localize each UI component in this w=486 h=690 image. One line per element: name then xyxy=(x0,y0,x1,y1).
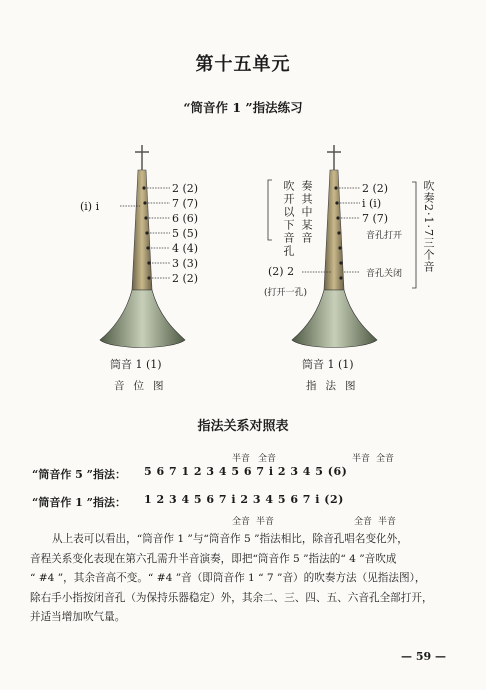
left-top-hole-label: (i) i xyxy=(80,200,100,213)
side-text-col: 奏其中某音 xyxy=(300,180,313,245)
right-bracket-note: 吹奏2·1·7三个音 xyxy=(422,180,435,273)
pitch-position-figure xyxy=(60,140,240,400)
hole-note: 7 (7) xyxy=(172,197,199,210)
left-note-sublabel: (打开一孔) xyxy=(264,288,308,298)
hole-note: 2 (2) xyxy=(172,272,199,285)
paragraph-line: 除右手小指按闭音孔（为保持乐器稳定）外，其余二、三、四、五、六音孔全部打开， xyxy=(30,591,433,604)
holes-closed-label: 音孔关闭 xyxy=(366,269,403,279)
paragraph-line: 音程关系变化表现在第六孔需升半音演奏，即把“筒音作 5 ”指法的“ 4 ”音吹成 xyxy=(30,552,397,565)
hole-note: i (i) xyxy=(362,197,382,210)
hole-note: 7 (7) xyxy=(362,212,389,225)
row1-label: “筒音作 5 ”指法： xyxy=(32,468,126,481)
row2-interval-mark: 全音 xyxy=(232,517,251,527)
hole-note: 6 (6) xyxy=(172,212,199,225)
open-hole-notes xyxy=(362,181,388,226)
paragraph-line: 并适当增加吹气量。 xyxy=(30,611,126,623)
unit-title: 第十五单元 xyxy=(195,54,291,75)
comparison-title: 指法关系对照表 xyxy=(197,419,289,434)
hole-note: 3 (3) xyxy=(172,257,199,270)
bottom-note-label: 筒音 1 (1) xyxy=(302,358,354,371)
row2-label: “筒音作 1 ”指法： xyxy=(32,496,126,509)
bottom-note-label: 筒音 1 (1) xyxy=(110,358,162,371)
hole-note-labels xyxy=(172,181,198,286)
row1-interval-mark: 全音 xyxy=(258,454,277,464)
side-explanation xyxy=(278,180,312,258)
page-number: — 59 — xyxy=(401,650,446,663)
paragraph-line: 从上表可以看出，“筒音作 1 ”与“筒音作 5 ”指法相比，除音孔唱名变化外， xyxy=(52,533,408,545)
hole-note: 4 (4) xyxy=(172,242,199,255)
left-note-label: (2) 2 xyxy=(268,265,295,278)
hole-note: 2 (2) xyxy=(362,182,389,195)
row1-interval-mark: 半音 xyxy=(352,454,371,464)
row1-notes: 5 6 7 1 2 3 4 5 6 7 i 2 3 4 5 (6) xyxy=(144,465,348,478)
paragraph-line: “ #4 ”，其余音高不变。“ #4 ”音（即筒音作 1 “ 7 ”音）的吹奏方法（见指法图）， xyxy=(30,572,426,584)
row2-interval-mark: 半音 xyxy=(378,517,397,527)
explanation-paragraph xyxy=(30,530,458,628)
fingering-figure xyxy=(262,140,462,400)
exercise-subtitle: “筒音作 1 ”指法练习 xyxy=(183,100,303,115)
row1-interval-mark: 全音 xyxy=(376,454,395,464)
hole-note: 2 (2) xyxy=(172,182,199,195)
figure-caption: 音位图 xyxy=(114,380,173,392)
row2-interval-mark: 全音 xyxy=(354,517,373,527)
figure-caption: 指法图 xyxy=(306,380,365,392)
row2-interval-mark: 半音 xyxy=(256,517,275,527)
side-text-col: 吹开以下音孔 xyxy=(282,180,295,258)
row1-interval-mark: 半音 xyxy=(232,454,251,464)
suona-instrument-left xyxy=(60,140,240,370)
hole-note: 5 (5) xyxy=(172,227,199,240)
holes-open-label: 音孔打开 xyxy=(366,231,403,241)
row2-notes: 1 2 3 4 5 6 7 i 2 3 4 5 6 7 i (2) xyxy=(144,493,344,506)
